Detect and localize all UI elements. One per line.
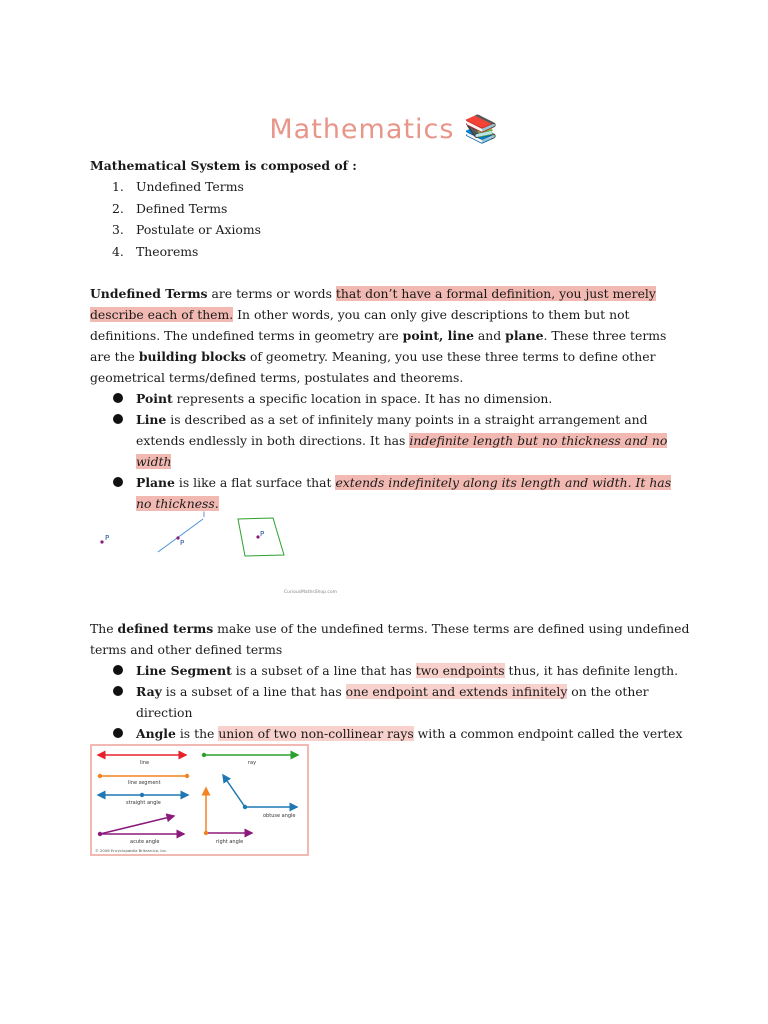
segment-caption: line segment <box>128 780 161 786</box>
point-dot <box>100 540 103 543</box>
defined-terms-list <box>90 660 690 744</box>
right-angle-vertex <box>204 831 208 835</box>
intro-section <box>90 155 690 262</box>
line-end-label: l <box>203 511 205 519</box>
list-item: 2. Defined Terms <box>112 200 228 216</box>
list-item: 1. Undefined Terms <box>112 179 244 194</box>
intro-list <box>90 176 690 262</box>
figure-credit: CuriousMathsShop.com <box>284 590 338 595</box>
line-shape <box>158 519 203 552</box>
defined-terms-section <box>90 618 690 744</box>
undefined-terms-section <box>90 283 690 514</box>
straight-angle-caption: straight angle <box>126 800 161 806</box>
bullet-icon <box>113 414 123 424</box>
lines-angles-figure <box>90 744 309 856</box>
bullet-icon <box>113 686 123 696</box>
bullet-icon <box>113 728 123 738</box>
line-caption: line <box>140 760 150 766</box>
undefined-terms-paragraph: Undefined Terms are terms or words that don’t have a formal definition, you just merely describe each of them. In other words, you can only give descriptions to them but not definitions. The undefined terms in geometry are point, line and plane. These three terms are the building blocks of geometry. Meaning, you use these three terms to define other geometrical terms/defined terms, postulates and theorems. <box>90 286 667 385</box>
plane-label: P <box>260 530 265 538</box>
ray-caption: ray <box>248 760 257 766</box>
obtuse-angle-vertex <box>243 805 247 809</box>
undefined-terms-list <box>90 388 690 514</box>
acute-angle-caption: acute angle <box>130 839 160 845</box>
list-item: Line Segment is a subset of a line that has two endpoints thus, it has definite length. <box>90 660 690 681</box>
acute-angle-vertex <box>98 832 102 836</box>
bullet-icon <box>113 477 123 487</box>
obtuse-angle-caption: obtuse angle <box>263 813 296 819</box>
defined-terms-paragraph: The defined terms make use of the undefined terms. These terms are defined using undefined terms and other defined terms <box>90 621 690 657</box>
list-item: 3. Postulate or Axioms <box>112 222 262 237</box>
intro-heading: Mathematical System is composed of : <box>90 158 357 173</box>
list-item: 4. Theorems <box>112 243 199 259</box>
list-item: Angle is the union of two non-collinear rays with a common endpoint called the vertex <box>90 723 690 744</box>
point-label: P <box>105 534 110 542</box>
point-line-plane-figure <box>88 505 338 600</box>
list-item: Plane is like a flat surface that extends indefinitely along its length and width. It has no thickness. <box>90 472 690 514</box>
right-angle-caption: right angle <box>216 839 244 845</box>
figure-copyright: © 2006 Encyclopædia Britannica, Inc. <box>95 848 168 853</box>
list-item: Ray is a subset of a line that has one endpoint and extends infinitely on the other direction <box>90 681 690 723</box>
bullet-icon <box>113 393 123 403</box>
list-item: Line is described as a set of infinitely many points in a straight arrangement and extends endlessly in both directions. It has indefinite length but no thickness and no width <box>90 409 690 472</box>
page-title: Mathematics 📚 <box>269 114 499 145</box>
bullet-icon <box>113 665 123 675</box>
list-item: Point represents a specific location in space. It has no dimension. <box>90 388 690 409</box>
line-point-label: P <box>180 539 185 547</box>
